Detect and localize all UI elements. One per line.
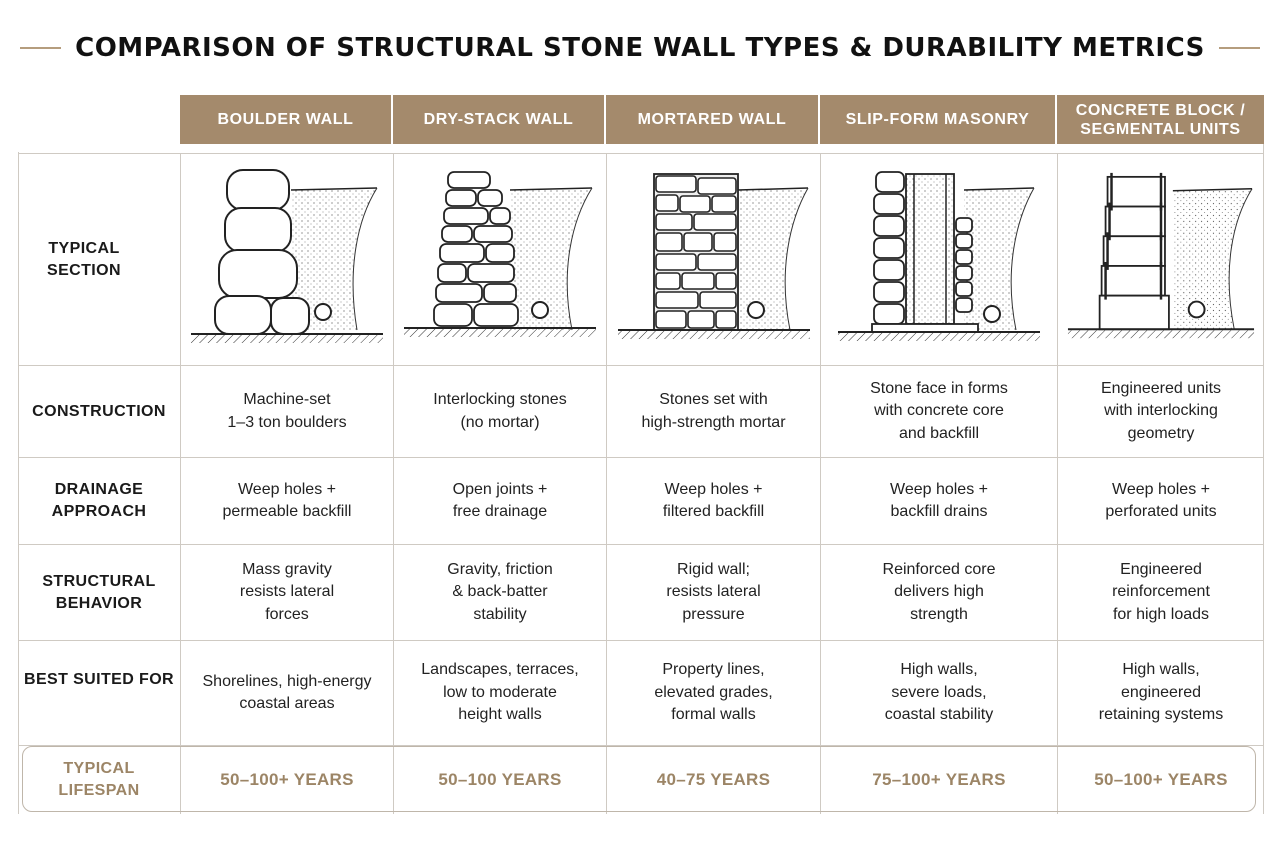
structural-cell-slip-form: Reinforced core delivers high strength: [820, 545, 1057, 640]
structural-cell-boulder: Mass gravity resists lateral forces: [180, 545, 393, 640]
column-header-dry-stack: DRY-STACK WALL: [393, 95, 606, 144]
row-label-best-suited: BEST SUITED FOR: [23, 671, 174, 688]
row-structural-behavior: [18, 544, 1264, 640]
row-best-suited: [18, 640, 1264, 745]
column-header-slip-form: SLIP-FORM MASONRY: [820, 95, 1057, 144]
column-header-boulder: BOULDER WALL: [180, 95, 393, 144]
row-typical-section: [18, 153, 1264, 365]
best-cell-boulder: Shorelines, high-energy coastal areas: [180, 641, 393, 745]
row-label-construction: CONSTRUCTION: [32, 402, 166, 420]
concrete-block-section-icon: [1064, 160, 1258, 360]
title-bar: [20, 26, 1260, 70]
row-drainage: [18, 457, 1264, 544]
boulder-wall-section-icon: [187, 160, 387, 360]
structural-cell-dry-stack: Gravity, friction & back-batter stability: [393, 545, 606, 640]
title-rule-right: [1219, 47, 1260, 49]
section-cell-slip-form: [820, 154, 1057, 365]
section-cell-dry-stack: [393, 154, 606, 365]
row-label-drainage: DRAINAGE APPROACH: [51, 481, 147, 520]
mortared-wall-section-icon: [614, 160, 814, 360]
row-label-typical-section: TYPICAL SECTION: [47, 239, 121, 279]
lifespan-cell-dry-stack: 50–100 YEARS: [393, 746, 606, 814]
lifespan-cell-mortared: 40–75 YEARS: [606, 746, 820, 814]
best-cell-slip-form: High walls, severe loads, coastal stability: [820, 641, 1057, 745]
title-rule-left: [20, 47, 61, 49]
lifespan-cell-boulder: 50–100+ YEARS: [180, 746, 393, 814]
slip-form-masonry-section-icon: [834, 160, 1044, 360]
row-label-lifespan: TYPICAL LIFESPAN: [58, 760, 140, 799]
structural-cell-mortared: Rigid wall; resists lateral pressure: [606, 545, 820, 640]
section-cell-boulder: [180, 154, 393, 365]
drainage-cell-boulder: Weep holes + permeable backfill: [180, 458, 393, 544]
best-cell-concrete-block: High walls, engineered retaining systems: [1057, 641, 1264, 745]
section-cell-concrete-block: [1057, 154, 1264, 365]
row-label-structural-behavior: STRUCTURAL BEHAVIOR: [42, 572, 156, 612]
construction-cell-concrete-block: Engineered units with interlocking geometry: [1057, 366, 1264, 457]
drainage-cell-concrete-block: Weep holes + perforated units: [1057, 458, 1264, 544]
drainage-cell-slip-form: Weep holes + backfill drains: [820, 458, 1057, 544]
structural-cell-concrete-block: Engineered reinforcement for high loads: [1057, 545, 1264, 640]
drainage-cell-mortared: Weep holes + filtered backfill: [606, 458, 820, 544]
best-cell-mortared: Property lines, elevated grades, formal walls: [606, 641, 820, 745]
construction-cell-mortared: Stones set with high-strength mortar: [606, 366, 820, 457]
column-header-mortared: MORTARED WALL: [606, 95, 820, 144]
row-construction: [18, 365, 1264, 457]
lifespan-highlight-box: [22, 746, 1256, 812]
construction-cell-dry-stack: Interlocking stones (no mortar): [393, 366, 606, 457]
section-cell-mortared: [606, 154, 820, 365]
lifespan-cell-slip-form: 75–100+ YEARS: [820, 746, 1057, 814]
construction-cell-boulder: Machine-set 1–3 ton boulders: [180, 366, 393, 457]
best-cell-dry-stack: Landscapes, terraces, low to moderate height walls: [393, 641, 606, 745]
page-title: COMPARISON OF STRUCTURAL STONE WALL TYPES & DURABILITY METRICS: [75, 33, 1205, 63]
drainage-cell-dry-stack: Open joints + free drainage: [393, 458, 606, 544]
lifespan-cell-concrete-block: 50–100+ YEARS: [1057, 746, 1264, 814]
column-header-concrete-block: CONCRETE BLOCK / SEGMENTAL UNITS: [1057, 95, 1264, 144]
dry-stack-wall-section-icon: [400, 160, 600, 360]
construction-cell-slip-form: Stone face in forms with concrete core and backfill: [820, 366, 1057, 457]
